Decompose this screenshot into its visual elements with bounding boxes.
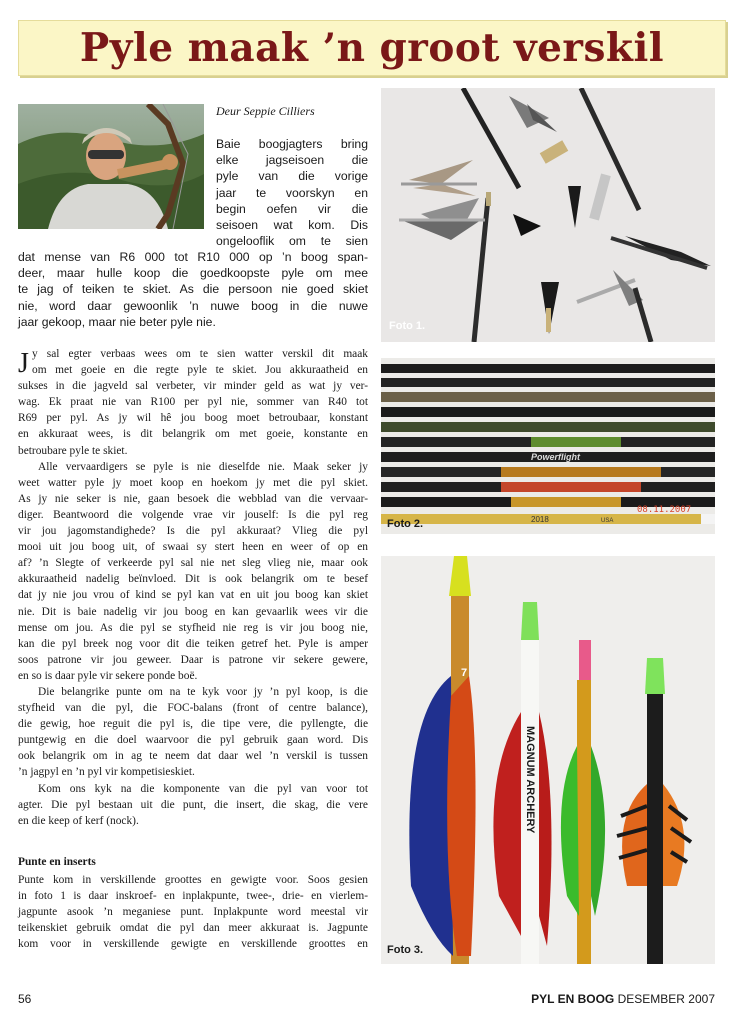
body-line: akkuraatheid nadelig beïnvloed. Dit is ook belangrik om te besef bbox=[18, 573, 368, 586]
body-line: af? ’n Slegte of verkeerde pyl sal nie net sleg vlieg nie, maar ook bbox=[18, 557, 368, 570]
intro-line: nie, word daar gewoonlik ’n nuwe boog in die nuwe bbox=[18, 298, 368, 313]
article-body-section bbox=[18, 872, 368, 952]
body-line: diger. Beantwoord die volgende vrae vir jouself: Is die pyl reg bbox=[18, 508, 368, 521]
body-line: en die keep of kerf (nock). bbox=[18, 814, 139, 827]
body-line: in foto 1 is daar inskroef- en inplakpunte, twee-, drie- en vierlem- bbox=[18, 890, 368, 903]
intro-line: dat mense van R6 000 tot R10 000 op ’n boog span- bbox=[18, 250, 368, 264]
body-line: mooi uit jou boog uit, of swaai sy stert heen en weer of op en bbox=[18, 541, 368, 554]
shaft-brand-magnum: MAGNUM ARCHERY bbox=[524, 726, 536, 834]
intro-line: elke jagseisoen die bbox=[216, 153, 368, 168]
magazine-name: PYL EN BOOG bbox=[531, 992, 615, 1006]
shaft-index-mark: 7 bbox=[461, 667, 468, 679]
photo-caption-1: Foto 1. bbox=[389, 320, 426, 332]
author-photo bbox=[18, 104, 204, 229]
intro-narrow bbox=[216, 136, 368, 249]
body-line: agter. Die pyl bestaan uit die punt, die insert, die skag, die vere bbox=[18, 798, 368, 811]
body-line: en akkuraat wees, is dit belangrik om met goeie, konstante en bbox=[18, 428, 368, 441]
body-line: ook belangrik om in ag te neem dat daar wel ’n verskil is tussen bbox=[18, 750, 368, 763]
intro-wide bbox=[18, 249, 368, 330]
body-line: Alle vervaardigers se pyle is nie dieselfde nie. Maak seker jy bbox=[38, 460, 368, 473]
photo-caption-2: Foto 2. bbox=[387, 518, 424, 530]
issue-date: DESEMBER 2007 bbox=[617, 992, 715, 1006]
intro-line: seisoen wat kom. Dis bbox=[216, 218, 368, 233]
intro-line: deer, maar hulle koop die goedkoopste pyle om mee bbox=[18, 266, 368, 281]
body-line: jagpunte asook ’n meganiese punt. Inplakpunte word meestal vir bbox=[18, 906, 368, 919]
photo-shafts bbox=[381, 358, 715, 534]
body-line: Punte kom in verskillende groottes en gewigte voor. Soos gesien bbox=[18, 874, 368, 886]
photo-caption-3: Foto 3. bbox=[387, 944, 424, 956]
body-line: betroubare pyle te skiet. bbox=[18, 444, 128, 457]
shaft-brand: Powerflight bbox=[531, 452, 580, 462]
body-line: wag. Ek praat nie van R100 per pyl nie, sommer van R40 tot bbox=[18, 396, 368, 409]
body-line: soos patrone vir jou geweer. Daar is patrone vir sekere gewere, bbox=[18, 653, 368, 666]
gold-shaft-origin: USA bbox=[601, 518, 614, 524]
title-banner bbox=[18, 20, 726, 76]
byline: Deur Seppie Cilliers bbox=[216, 104, 315, 118]
body-line: sukses in die jagveld sal verbeter, vir minder geld as wat jy ver- bbox=[18, 380, 368, 393]
intro-line: ongelooflik om te sien bbox=[216, 234, 368, 249]
body-line: nie. Dit is baie nadelig vir jou boog en kan gevaarlik wees vir die bbox=[18, 605, 368, 618]
gold-shaft-number: 2018 bbox=[531, 515, 549, 524]
section-heading: Punte en inserts bbox=[18, 856, 96, 868]
photo-fletchings bbox=[381, 556, 715, 964]
intro-line: Baie boogjagters bring bbox=[216, 137, 368, 151]
drop-cap: J bbox=[18, 348, 29, 379]
body-line: die gewig, hoe reguit die pyl is, die tipe vere, die pyllengte, die bbox=[18, 718, 368, 731]
body-line: weet watter pyle jy moet koop en hoekom jy met die pyl skiet. bbox=[18, 476, 368, 489]
body-line: teikenskiet gebruik omdat die pyl dan meer akkuraat is. Jagpunte bbox=[18, 922, 368, 935]
photo-broadheads bbox=[381, 88, 715, 342]
intro-line: pyle van die vorige bbox=[216, 169, 368, 184]
body-line: ’n jagpyl en ’n pyl vir kompetisieskiet. bbox=[18, 766, 195, 779]
intro-line: te jag of teiken te skiet. As die persoon nie goed skiet bbox=[18, 282, 368, 297]
body-line: puntgewig en die doel waarvoor die pyl gebruik gaan word. Dis bbox=[18, 734, 368, 747]
body-line: dat jy nie jou vrou of kind se pyl kan vat en uit jou boog kan skiet bbox=[18, 589, 368, 602]
page-number: 56 bbox=[18, 992, 32, 1006]
body-line: kom voor in verskillende gewigte en verskillende groottes en bbox=[18, 938, 368, 951]
body-line: R69 per pyl. As jy wil hê jou boog moet betroubaar, konstant bbox=[18, 412, 368, 425]
photo-date-stamp: 08.11.2007 bbox=[637, 505, 692, 515]
body-line: mense om jou. As die pyl se styfheid nie reg is vir jou boog nie, bbox=[18, 621, 368, 634]
body-line: kan die pyl breek nog voor dit die teiken getref het. Pyle is amper bbox=[18, 637, 368, 650]
article-body bbox=[18, 346, 368, 829]
body-line: Die belangrike punte om na te kyk voor jy ’n pyl koop, is die bbox=[38, 685, 368, 698]
intro-line: jaar gekoop, maar nie beter pyle nie. bbox=[18, 314, 216, 329]
body-line: om met goeie en die regte pyle te skiet. Jou akkuraatheid en bbox=[32, 364, 368, 377]
page-title: Pyle maak ’n groot verskil bbox=[79, 25, 665, 71]
body-line: As jy nie seker is nie, gaan besoek die webblad van die vervaar- bbox=[18, 492, 368, 505]
body-line: styfheid van die pyl, die FOC-balans (front of centre balance), bbox=[18, 702, 368, 715]
body-line: vir jou jagomstandighede? Is die pyl akkuraat? Vlieg die pyl bbox=[18, 525, 368, 538]
footer-magazine bbox=[531, 992, 715, 1006]
body-line: en so is daar pyle vir sekere ponde boë. bbox=[18, 669, 198, 682]
body-line: Kom ons kyk na die komponente van die pyl van voor tot bbox=[38, 782, 368, 795]
body-line: y sal egter verbaas wees om te sien watter verskil dit maak bbox=[32, 348, 368, 360]
intro-line: begin oefen vir die bbox=[216, 201, 368, 216]
intro-line: jaar te voorskyn en bbox=[216, 185, 368, 200]
